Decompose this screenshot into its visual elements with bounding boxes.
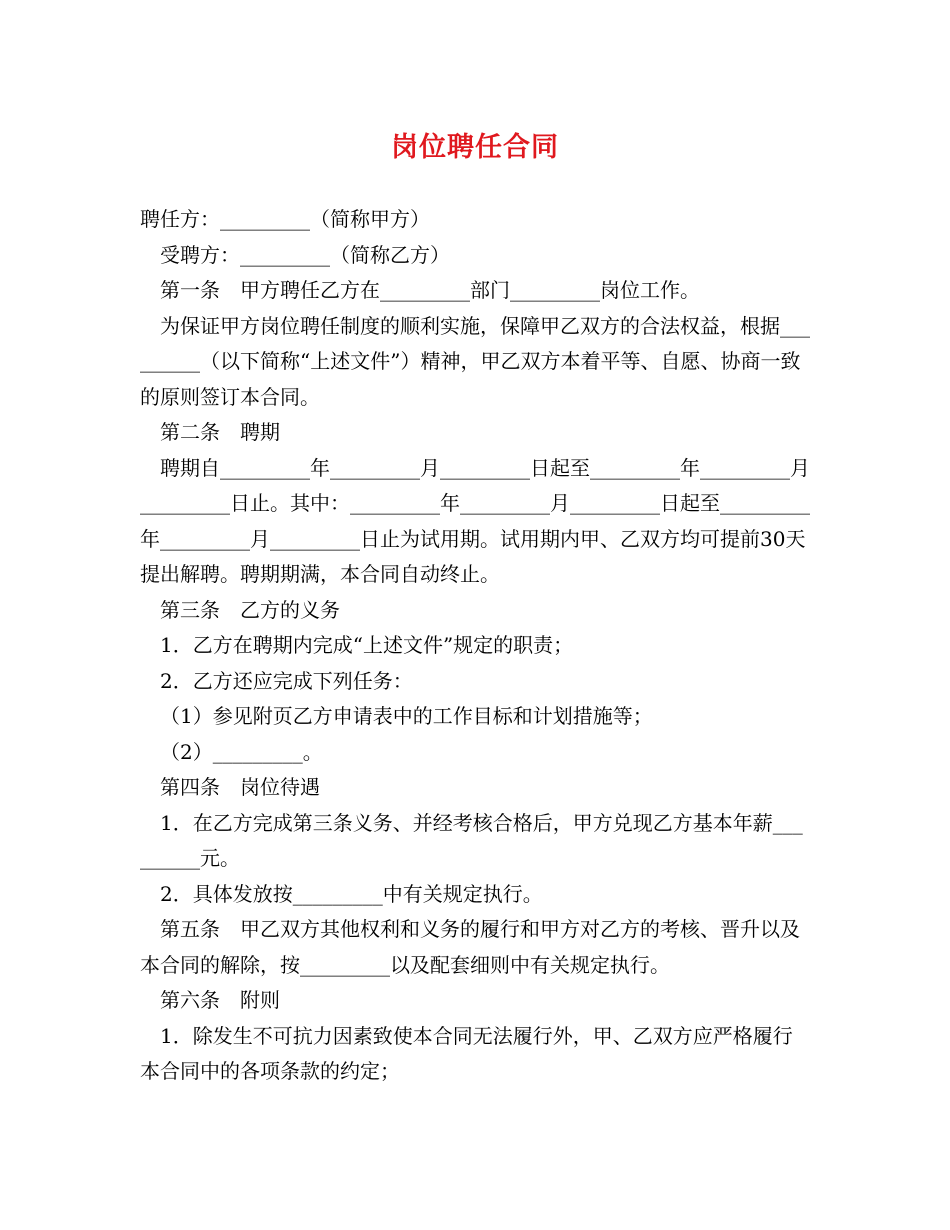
article-2-heading: 第二条 聘期 [160, 420, 280, 444]
article-4-heading: 第四条 岗位待遇 [160, 775, 320, 799]
article-3-heading: 第三条 乙方的义务 [160, 597, 340, 622]
preamble-paragraph: 为保证甲方岗位聘任制度的顺利实施，保障甲乙双方的合法权益，根据_________（以下简称“上述文件”）精神，甲乙双方本着平等、自愿、协商一致的原则签订本合同。 [140, 313, 810, 409]
document-body [140, 202, 812, 1090]
document-title: 岗位聘任合同 [391, 132, 559, 163]
article-5: 第五条 甲乙双方其他权利和义务的履行和甲方对乙方的考核、晋升以及本合同的解除，按_________以及配套细则中有关规定执行。 [140, 917, 800, 977]
party-b-line: 受聘方：_________（简称乙方） [160, 242, 450, 267]
party-a-line: 聘任方：_________（简称甲方） [140, 207, 430, 231]
article-4-item-2: 2．具体发放按_________中有关规定执行。 [160, 881, 543, 906]
article-2-term: 聘期自_________年_________月_________日起至_________年_________月_________日止。其中：_________年_________月_________日起至_________年_________月_________日止为试用期。试用期内甲、乙双方均可提前30天提出解聘。聘期期满，本合同自动终止。 [140, 455, 810, 586]
article-3-subitem-2: （2）_________。 [160, 739, 323, 764]
article-4-item-1: 1．在乙方完成第三条义务、并经考核合格后，甲方兑现乙方基本年薪_________元。 [140, 810, 803, 870]
article-1: 第一条 甲方聘任乙方在_________部门_________岗位工作。 [160, 278, 700, 302]
article-6-heading: 第六条 附则 [160, 988, 280, 1012]
article-3-subitem-1: （1）参见附页乙方申请表中的工作目标和计划措施等； [160, 704, 653, 728]
article-3-item-2: 2．乙方还应完成下列任务： [160, 668, 413, 693]
article-3-item-1: 1．乙方在聘期内完成“上述文件”规定的职责； [160, 633, 574, 657]
article-6-item-1: 1．除发生不可抗力因素致使本合同无法履行外，甲、乙双方应严格履行本合同中的各项条款的约定； [140, 1023, 793, 1083]
